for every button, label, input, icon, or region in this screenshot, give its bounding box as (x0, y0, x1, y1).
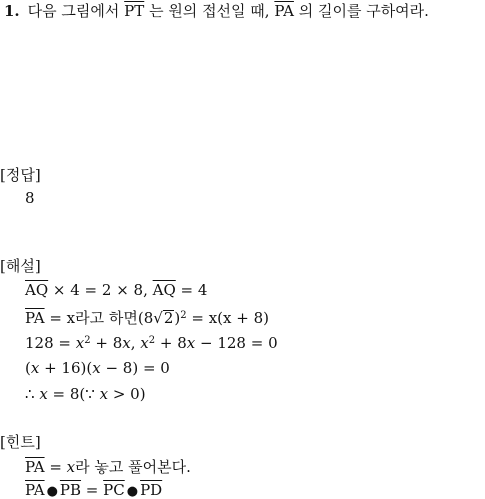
bullet-dot-icon: ● (126, 484, 139, 499)
answer-label: [정답] (0, 166, 41, 184)
question-text: 1. 다음 그림에서 $\overline{PT}$ 는 원의 접선일 때, $\overline{PA}$ 의 길이를 구하여라. (4, 2, 429, 20)
question-number: 1. (4, 2, 20, 20)
segment-pa: $\overline{PA}$ (274, 2, 294, 20)
explanation-line-3: $128 = x^2 + 8x$, $x^2 + 8x - 128 = 0$ (25, 334, 278, 352)
explanation-line-1: $\overline{AQ} \times 4 = 2 \times 8$, $\overline{AQ} = 4$ (25, 281, 208, 299)
segment-pt: $\overline{PT}$ (124, 2, 145, 20)
hint-label: [힌트] (0, 433, 41, 451)
explanation-line-2: $\overline{PA} = x$라고 하면$(8√2)^2 = x(x + 8)$ (25, 309, 269, 327)
explanation-line-5: ∴ x = 8(∵ x > 0) (25, 385, 146, 403)
explanation-label: [해설] (0, 257, 41, 275)
answer-value: 8 (25, 189, 35, 207)
hint-line-1: $\overline{PA} = x$라 놓고 풀어본다. (25, 458, 191, 476)
bullet-dot-icon: ● (46, 484, 58, 499)
explanation-line-4: (x + 16)(x − 8) = 0 (25, 359, 170, 377)
hint-line-2: $\overline{PA}$ ● $\overline{PB} = \overline{PC}$ ● $\overline{PD}$ (25, 481, 163, 499)
